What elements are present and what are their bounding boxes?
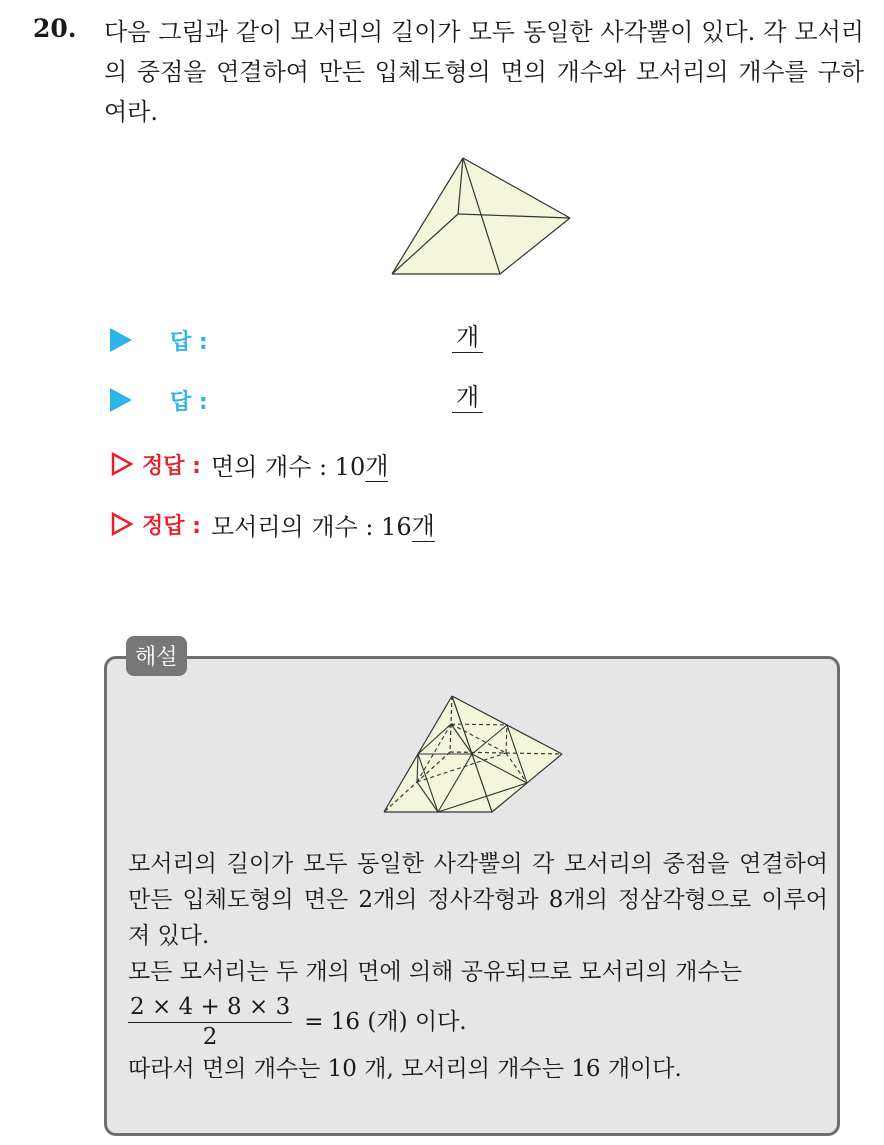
correct-row-1	[110, 446, 388, 482]
correct-row-2	[110, 506, 435, 542]
answer-triangle-icon	[110, 388, 132, 412]
midpoint-solid-figure	[382, 692, 568, 818]
answer-label: 답 :	[170, 389, 208, 415]
explanation-para-2: 모든 모서리는 두 개의 면에 의해 공유되므로 모서리의 개수는	[128, 959, 742, 985]
answer-label: 답 :	[170, 329, 208, 355]
correct-label: 정답 :	[142, 453, 201, 479]
explanation-para-1: 모서리의 길이가 모두 동일한 사각뿔의 각 모서리의 중점을 연결하여 만든 입체도형의 면은 2개의 정사각형과 8개의 정삼각형으로 이루어져 있다.	[128, 851, 828, 949]
fraction-result: = 16 (개) 이다.	[304, 1008, 467, 1035]
answer-row-2	[110, 382, 208, 418]
explanation-text	[128, 846, 828, 1087]
answer-row-1	[110, 322, 208, 358]
fraction-line	[128, 992, 828, 1051]
answer-input-2[interactable]: 개	[452, 382, 483, 413]
answer-triangle-icon	[110, 328, 132, 352]
correct-answer-unit: 개	[365, 446, 388, 482]
question-text: 다음 그림과 같이 모서리의 길이가 모두 동일한 사각뿔이 있다. 각 모서리의 중점을 연결하여 만든 입체도형의 면의 개수와 모서리의 개수를 구하여라.	[104, 18, 864, 126]
fraction	[128, 992, 292, 1051]
square-pyramid-figure	[388, 150, 578, 280]
answer-input-1[interactable]: 개	[452, 322, 483, 353]
question-number: 20.	[33, 14, 77, 43]
correct-label: 정답 :	[142, 513, 201, 539]
correct-answer-unit: 개	[412, 506, 435, 542]
fraction-denominator: 2	[202, 1024, 218, 1050]
correct-triangle-outline-icon	[110, 511, 134, 537]
explanation-para-3: 따라서 면의 개수는 10 개, 모서리의 개수는 16 개이다.	[128, 1056, 682, 1082]
explanation-tag: 해설	[126, 636, 187, 676]
correct-answer-text: 모서리의 개수 : 16	[210, 512, 412, 541]
correct-triangle-outline-icon	[110, 451, 134, 477]
fraction-numerator: 2 × 4 + 8 × 3	[128, 992, 292, 1023]
correct-answer-text: 면의 개수 : 10	[210, 452, 366, 481]
